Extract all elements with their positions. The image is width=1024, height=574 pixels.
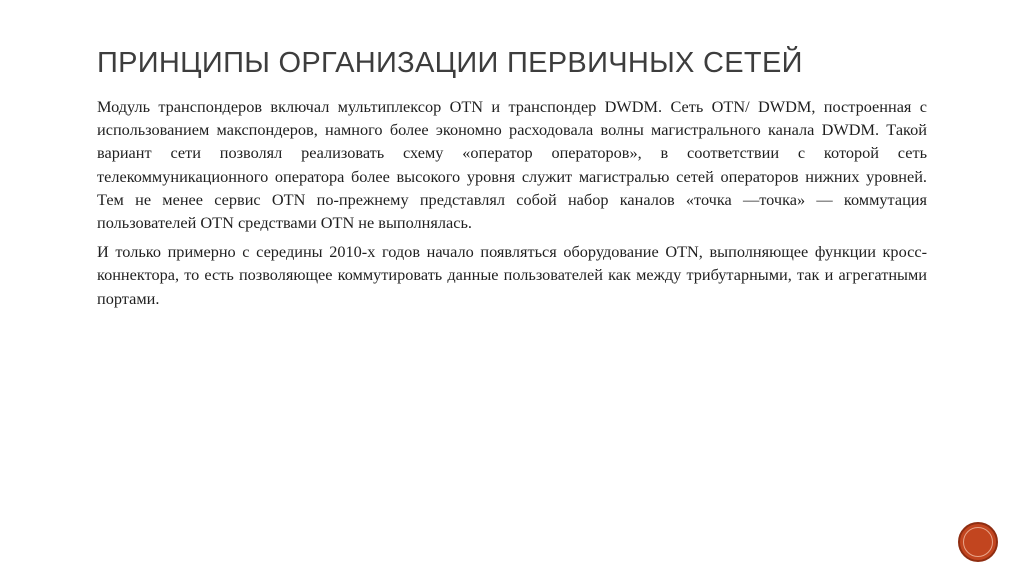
- body-paragraph-1: Модуль транспондеров включал мультиплексор OTN и транспондер DWDM. Сеть OTN/ DWDM, построенная с использованием макспондеров, намного более экономно расходовала волны магистрального канала DWDM. Такой вариант сети позволял реализовать схему «оператор операторов», в соответствии с которой сеть телекоммуникационного оператора более высокого уровня служит магистралью сетей операторов нижних уровней. Тем не менее сервис OTN по-прежнему представлял собой набор каналов «точка —точка» — коммутация пользователей OTN средствами OTN не выполнялась.: [97, 97, 927, 233]
- body-paragraph-2: И только примерно с середины 2010-х годов начало появляться оборудование OTN, выполняющее функции кросс-коннектора, то есть позволяющее коммутировать данные пользователей как между трибутарными, так и агрегатными портами.: [97, 242, 927, 308]
- slide-body: [97, 95, 927, 316]
- slide-title: ПРИНЦИПЫ ОРГАНИЗАЦИИ ПЕРВИЧНЫХ СЕТЕЙ: [97, 47, 803, 79]
- circle-button-icon[interactable]: [958, 522, 998, 562]
